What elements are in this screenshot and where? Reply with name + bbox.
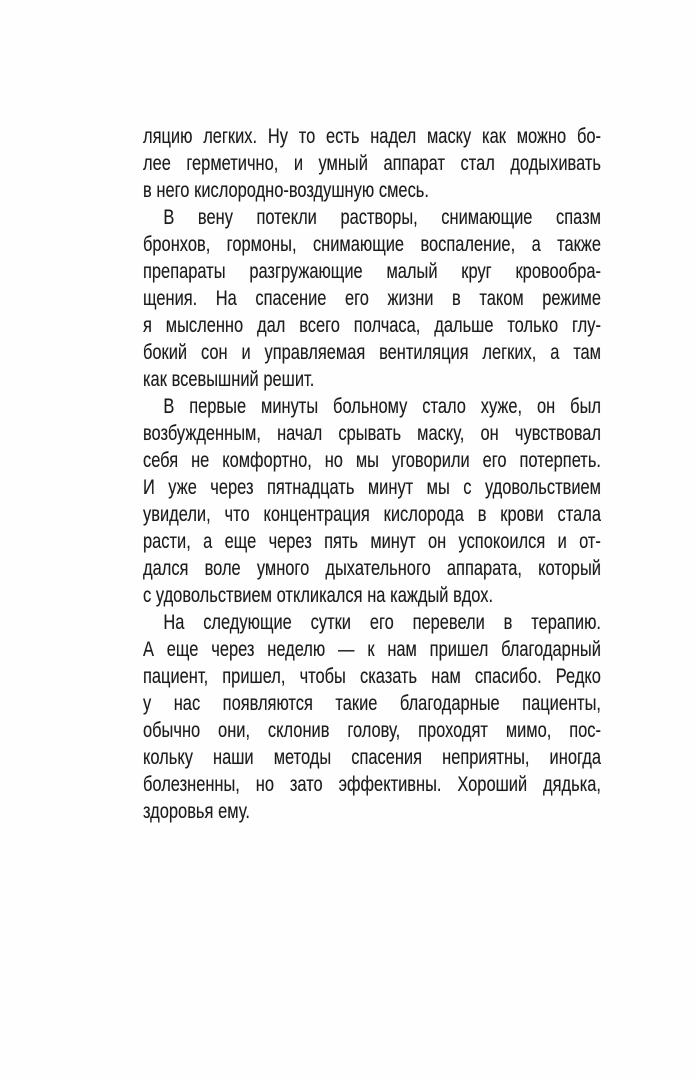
word: такие xyxy=(335,692,378,715)
word: крови xyxy=(500,503,544,526)
word: спасения xyxy=(351,746,423,769)
text-line xyxy=(143,204,601,231)
word: умного xyxy=(256,557,310,580)
word: спазм xyxy=(556,206,601,229)
word: следующие xyxy=(203,611,292,634)
word: он xyxy=(537,395,556,418)
word: у xyxy=(143,692,152,715)
word: и xyxy=(293,152,304,175)
word: пациенты, xyxy=(522,692,601,715)
text-line xyxy=(143,420,601,447)
word: маску, xyxy=(417,422,465,445)
word: через xyxy=(210,476,254,499)
word: мы xyxy=(426,476,450,499)
word: еще xyxy=(166,638,199,661)
word: стало xyxy=(422,395,466,418)
word: пришел xyxy=(429,638,489,661)
word: круг xyxy=(461,260,492,283)
word: расти, xyxy=(143,530,191,553)
word: с xyxy=(463,476,472,499)
word: разгружающие xyxy=(249,260,363,283)
text-line xyxy=(143,663,601,690)
word: нам xyxy=(387,638,417,661)
word: маску xyxy=(426,125,472,148)
word: он xyxy=(480,422,499,445)
text-line xyxy=(143,339,601,366)
word: как xyxy=(482,125,506,148)
word: бронхов, xyxy=(143,233,211,256)
word: потерпеть. xyxy=(519,449,601,472)
word: мысленно xyxy=(165,314,244,337)
word: болезненны, xyxy=(143,773,240,796)
text-line xyxy=(143,771,601,798)
word: малый xyxy=(386,260,438,283)
word: спасибо. xyxy=(474,665,542,688)
word: через xyxy=(268,530,312,553)
word: и xyxy=(557,530,567,553)
word: проходят xyxy=(418,719,488,742)
word: И xyxy=(143,476,155,499)
word: к xyxy=(367,638,375,661)
text-line xyxy=(143,744,601,771)
word: герметично, xyxy=(186,152,279,175)
word: был xyxy=(570,395,601,418)
word: ему. xyxy=(218,800,250,823)
word: то xyxy=(298,125,316,148)
word: благодарные xyxy=(399,692,500,715)
word: него xyxy=(156,179,190,202)
word: только xyxy=(507,314,559,337)
word: каждый xyxy=(390,584,449,607)
word: нам xyxy=(431,665,461,688)
word: нас xyxy=(173,692,201,715)
word: кислородно-воздушную xyxy=(194,179,375,202)
word: терапию. xyxy=(531,611,601,634)
word: от- xyxy=(579,530,601,553)
word: На xyxy=(163,611,185,634)
word: но xyxy=(324,449,343,472)
word: минут xyxy=(367,476,414,499)
word: снимающие xyxy=(441,206,533,229)
word: аппарата, xyxy=(446,557,522,580)
word: в xyxy=(503,611,513,634)
text-line xyxy=(143,312,601,339)
word: комфортно, xyxy=(222,449,312,472)
text-line xyxy=(143,798,601,825)
word: стал xyxy=(460,152,495,175)
word: срывать xyxy=(338,422,402,445)
word: дал xyxy=(257,314,286,337)
text-line xyxy=(143,123,601,150)
text-line xyxy=(143,366,601,393)
word: первые xyxy=(189,395,247,418)
word: полчаса, xyxy=(353,314,421,337)
word: вдох. xyxy=(453,584,494,607)
word: легких. xyxy=(203,125,258,148)
word: обычно xyxy=(143,719,201,742)
word: режиме xyxy=(542,287,601,310)
word: всевышний xyxy=(171,368,259,391)
word: надел xyxy=(370,125,417,148)
word: кровообра- xyxy=(515,260,601,283)
word: концентрация xyxy=(263,503,370,526)
word: легких, xyxy=(482,341,537,364)
word: еще xyxy=(224,530,257,553)
page-text-block xyxy=(143,123,601,825)
word: мимо, xyxy=(505,719,552,742)
text-line xyxy=(143,555,601,582)
text-line xyxy=(143,393,601,420)
word: сутки xyxy=(310,611,351,634)
word: появляются xyxy=(222,692,313,715)
word: перевели xyxy=(412,611,485,634)
word: таком xyxy=(479,287,524,310)
word: всего xyxy=(299,314,340,337)
word: эффективны. xyxy=(338,773,442,796)
word: я xyxy=(143,314,152,337)
word: минут xyxy=(370,530,416,553)
word: неприятны, xyxy=(442,746,530,769)
word: не xyxy=(191,449,210,472)
word: благодарный xyxy=(501,638,601,661)
word: пришел, xyxy=(222,665,286,688)
word: пятнадцать xyxy=(266,476,355,499)
word: а xyxy=(531,233,541,256)
word: гормоны, xyxy=(226,233,297,256)
word: мы xyxy=(355,449,379,472)
word: в xyxy=(477,503,487,526)
word: аппарат xyxy=(383,152,446,175)
word: себя xyxy=(143,449,179,472)
word: в xyxy=(452,287,461,310)
word: иногда xyxy=(549,746,601,769)
word: дыхательного xyxy=(325,557,431,580)
word: но xyxy=(255,773,275,796)
word: наши xyxy=(213,746,254,769)
word: откликался xyxy=(276,584,363,607)
word: возбужденным, xyxy=(143,422,261,445)
text-line xyxy=(143,717,601,744)
text-line xyxy=(143,177,601,204)
text-line xyxy=(143,150,601,177)
word: дядька, xyxy=(543,773,601,796)
word: смесь. xyxy=(378,179,429,202)
word: голову, xyxy=(347,719,401,742)
word: Ну xyxy=(267,125,288,148)
word: удовольствием xyxy=(484,476,601,499)
word: уговорили xyxy=(391,449,470,472)
word: что xyxy=(224,503,250,526)
text-line xyxy=(143,258,601,285)
word: Хороший xyxy=(457,773,528,796)
text-line xyxy=(143,528,601,555)
word: жизни xyxy=(387,287,434,310)
word: снимающие xyxy=(312,233,405,256)
word: через xyxy=(211,638,255,661)
word: щения. xyxy=(143,287,198,310)
word: Редко xyxy=(555,665,601,688)
word: склонив xyxy=(267,719,330,742)
word: неделю xyxy=(267,638,326,661)
word: также xyxy=(557,233,601,256)
text-line xyxy=(143,447,601,474)
word: умный xyxy=(318,152,368,175)
word: а xyxy=(203,530,213,553)
word: глу- xyxy=(572,314,601,337)
word: бо- xyxy=(576,125,601,148)
word: пациент, xyxy=(143,665,209,688)
word: начал xyxy=(277,422,323,445)
word: на xyxy=(367,584,386,607)
word: больному xyxy=(333,395,408,418)
word: методы xyxy=(273,746,332,769)
word: воспаление, xyxy=(420,233,516,256)
word: растворы, xyxy=(340,206,418,229)
word: А xyxy=(143,638,154,661)
word: препараты xyxy=(143,260,226,283)
word: с xyxy=(143,584,152,607)
word: стала xyxy=(557,503,601,526)
word: он xyxy=(427,530,447,553)
word: дальше xyxy=(434,314,494,337)
word: сказать xyxy=(359,665,418,688)
word: ляцию xyxy=(143,125,193,148)
word: решит. xyxy=(263,368,315,391)
word: там xyxy=(573,341,601,364)
word: додыхивать xyxy=(510,152,601,175)
word: удовольствием xyxy=(155,584,272,607)
word: дался xyxy=(143,557,189,580)
word: его xyxy=(369,611,394,634)
word: здоровья xyxy=(143,800,214,823)
text-line xyxy=(143,501,601,528)
word: а xyxy=(550,341,560,364)
word: успокоился xyxy=(458,530,546,553)
word: пять xyxy=(324,530,358,553)
word: В xyxy=(163,395,175,418)
word: и xyxy=(241,341,251,364)
word: как xyxy=(143,368,167,391)
word: можно xyxy=(516,125,567,148)
text-line xyxy=(143,474,601,501)
word: кольку xyxy=(143,746,193,769)
word: зато xyxy=(289,773,323,796)
word: они, xyxy=(218,719,251,742)
word: уже xyxy=(168,476,197,499)
word: спасение xyxy=(255,287,327,310)
word: лее xyxy=(143,152,171,175)
word: хуже, xyxy=(480,395,523,418)
word: На xyxy=(215,287,237,310)
word: его xyxy=(345,287,369,310)
word: — xyxy=(338,638,355,661)
word: потекли xyxy=(256,206,317,229)
word: который xyxy=(538,557,601,580)
text-line xyxy=(143,582,601,609)
text-line xyxy=(143,609,601,636)
word: минуты xyxy=(261,395,319,418)
word: вену xyxy=(197,206,233,229)
word: управляемая xyxy=(264,341,366,364)
word: чувствовал xyxy=(514,422,601,445)
word: бокий xyxy=(143,341,188,364)
word: чтобы xyxy=(299,665,346,688)
word: сон xyxy=(200,341,228,364)
text-line xyxy=(143,285,601,312)
word: воле xyxy=(204,557,241,580)
text-line xyxy=(143,636,601,663)
word: увидели, xyxy=(143,503,211,526)
word: кислорода xyxy=(383,503,464,526)
word: В xyxy=(163,206,175,229)
word: его xyxy=(482,449,507,472)
word: в xyxy=(143,179,152,202)
text-line xyxy=(143,690,601,717)
word: пос- xyxy=(569,719,601,742)
text-line xyxy=(143,231,601,258)
word: есть xyxy=(325,125,360,148)
word: вентиляция xyxy=(379,341,469,364)
